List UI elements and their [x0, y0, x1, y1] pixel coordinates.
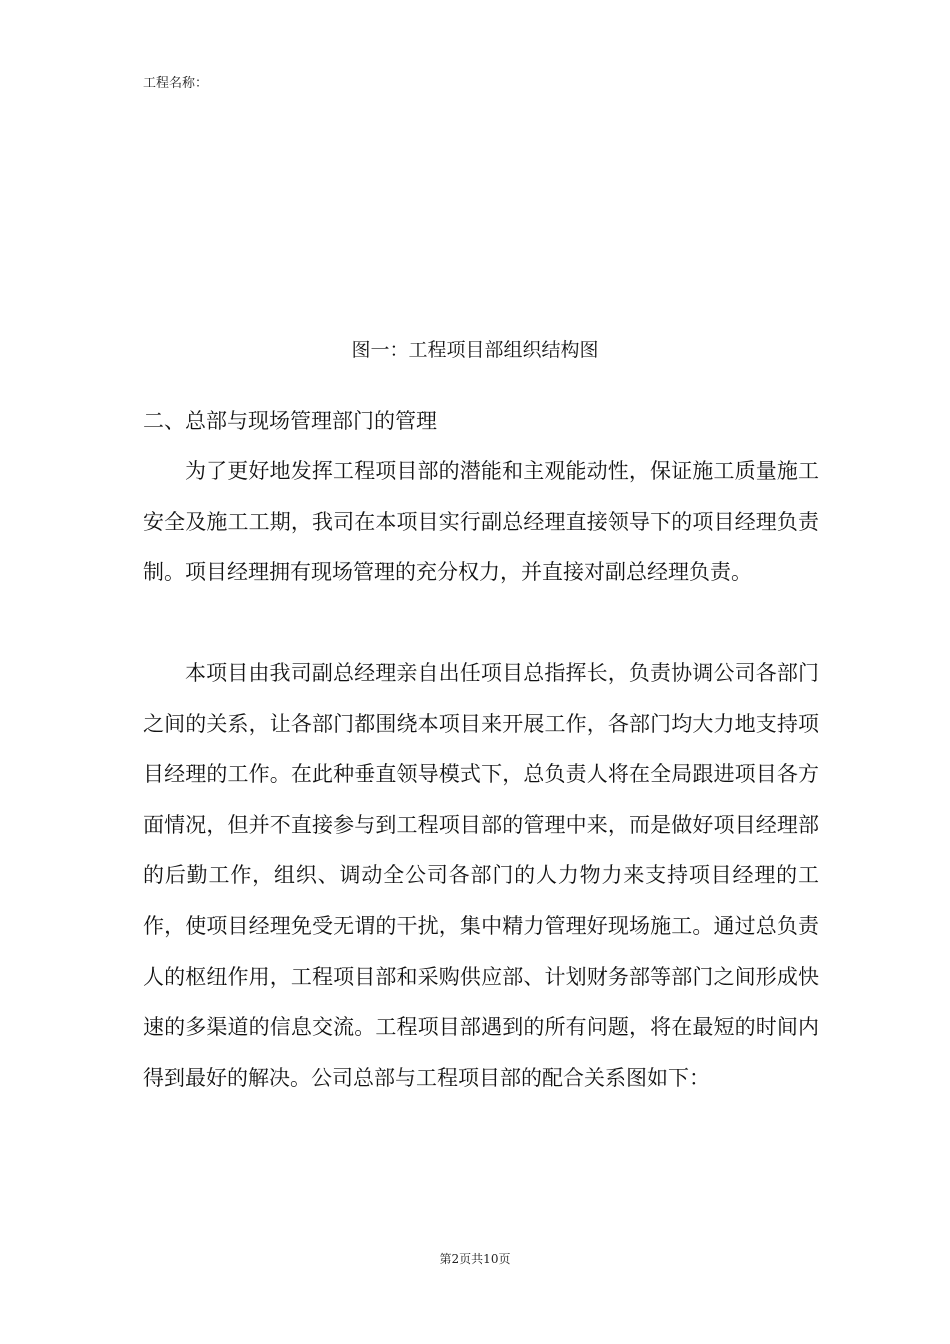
body-paragraph: 本项目由我司副总经理亲自出任项目总指挥长，负责协调公司各部门之间的关系，让各部门都围绕本项目来开展工作，各部门均大力地支持项目经理的工作。在此种垂直领导模式下，总负责人将在全局跟进项目各方面情况，但并不直接参与到工程项目部的管理中来，而是做好项目经理部的后勤工作，组织、调动全公司各部门的人力物力来支持项目经理的工作，使项目经理免受无谓的干扰，集中精力管理好现场施工。通过总负责人的枢纽作用，工程项目部和采购供应部、计划财务部等部门之间形成快速的多渠道的信息交流。工程项目部遇到的所有问题，将在最短的时间内得到最好的解决。公司总部与工程项目部的配合关系图如下：: [143, 661, 819, 1090]
figure-caption: 图一：工程项目部组织结构图: [351, 339, 599, 361]
body-paragraph: 为了更好地发挥工程项目部的潜能和主观能动性，保证施工质量施工安全及施工工期，我司在本项目实行副总经理直接领导下的项目经理负责制。项目经理拥有现场管理的充分权力，并直接对副总经理负责。: [143, 459, 819, 585]
section-heading: 二、总部与现场管理部门的管理: [143, 409, 437, 433]
project-name-label: 工程名称：: [143, 76, 209, 91]
page-number: 第2页共10页: [439, 1252, 511, 1266]
